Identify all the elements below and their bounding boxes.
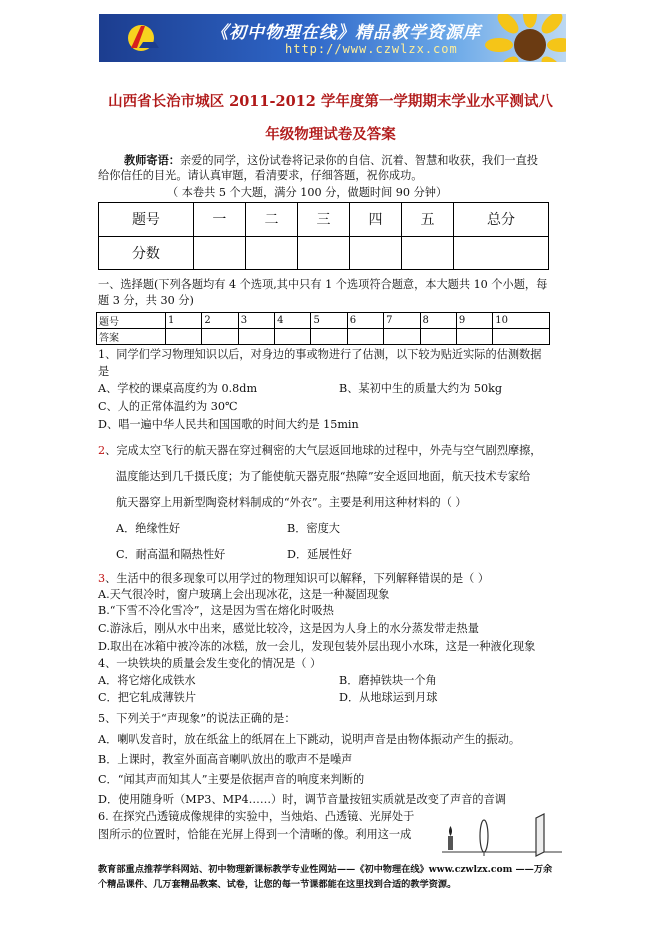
answer-cell[interactable] <box>275 329 311 345</box>
score-header-cell: 一 <box>193 203 245 237</box>
answer-table <box>96 312 550 345</box>
q3-stem-text: 、生活中的很多现象可以用学过的物理知识可以解释，下列解释错误的是（ ） <box>105 572 490 585</box>
exam-info: （ 本卷共 5 个大题，满分 100 分，做题时间 90 分钟） <box>167 186 448 199</box>
answer-number-cell: 8 <box>420 313 456 329</box>
convex-lens-icon <box>480 820 488 852</box>
score-header-cell: 三 <box>297 203 349 237</box>
q3-option-c: C.游泳后，刚从水中出来，感觉比较冷，这是因为人身上的水分蒸发带走热量 <box>98 622 479 635</box>
answer-row-label: 题号 <box>97 313 166 329</box>
q2-option-b: B．密度大 <box>287 522 340 535</box>
answer-number-cell: 4 <box>275 313 311 329</box>
q1-option-b: B、某初中生的质量大约为 50kg <box>339 382 503 395</box>
q2-stem-line3: 航天器穿上用新型陶瓷材料制成的“外衣”。主要是利用这种材料的（ ） <box>116 496 467 509</box>
flame-icon <box>449 826 452 836</box>
answer-cell[interactable] <box>493 329 550 345</box>
sunflower-icon <box>485 14 566 62</box>
score-table-score-row <box>99 236 549 270</box>
answer-cell[interactable] <box>238 329 274 345</box>
score-header-cell: 二 <box>245 203 297 237</box>
score-cell[interactable] <box>245 236 297 270</box>
q6-stem-line2: 图所示的位置时，恰能在光屏上得到一个清晰的像。利用这一成 <box>98 828 412 841</box>
answer-number-cell: 6 <box>347 313 383 329</box>
score-header-cell: 题号 <box>99 203 194 237</box>
q3-stem <box>98 572 489 586</box>
answer-number-cell: 7 <box>384 313 420 329</box>
q5-stem: 5、下列关于“声现象”的说法正确的是： <box>98 712 296 725</box>
banner-title: 《初中物理在线》精品教学资源库 <box>211 23 481 43</box>
answer-number-cell: 2 <box>202 313 238 329</box>
banner-url[interactable]: http://www.czwlzx.com <box>285 42 458 56</box>
lens-experiment-diagram <box>438 812 566 860</box>
q1-option-d: D、唱一遍中华人民共和国国歌的时间大约是 15min <box>98 418 359 431</box>
q4-option-a: A．将它熔化成铁水 <box>98 674 196 687</box>
q3-option-b: B.“下雪不冷化雪冷”，这是因为雪在熔化时吸热 <box>98 604 334 617</box>
q4-option-b: B．磨掉铁块一个角 <box>339 674 437 687</box>
q5-option-d: D．使用随身听（MP3、MP4……）时，调节音量按钮实质就是改变了声音的音调 <box>98 793 506 806</box>
header-banner <box>99 14 566 62</box>
answer-number-cell: 1 <box>166 313 202 329</box>
candle-icon <box>448 836 453 850</box>
q2-stem-line1 <box>98 444 541 458</box>
q1-stem-line2: 是 <box>98 365 110 378</box>
q6-stem-line1: 6. 在探究凸透镜成像规律的实验中，当烛焰、凸透镜、光屏处于 <box>98 810 415 823</box>
answer-cell[interactable] <box>347 329 383 345</box>
q5-option-c: C．“闻其声而知其人”主要是依据声音的响度来判断的 <box>98 773 365 786</box>
answer-number-cell: 10 <box>493 313 550 329</box>
score-cell[interactable] <box>402 236 454 270</box>
footer-line2: 个精品课件、几万套精品教案、试卷，让您的每一节课都能在这里找到合适的教学资源。 <box>98 879 457 890</box>
q3-number: 3 <box>98 572 106 585</box>
page-footer <box>98 862 568 892</box>
q2-option-a: A．绝缘性好 <box>116 522 181 535</box>
teacher-message-line1: 亲爱的同学，这份试卷将记录你的自信、沉着、智慧和收获，我们一直投 <box>179 154 538 167</box>
answer-table-number-row <box>97 313 550 329</box>
section1-instructions-line1: 一、选择题(下列各题均有 4 个选项,其中只有 1 个选项符合题意，本大题共 10 个小题，每 <box>98 278 548 291</box>
q2-option-d: D．延展性好 <box>287 548 352 561</box>
q3-option-d: D.取出在冰箱中被冷冻的冰糕，放一会儿，发现包装外层出现小水珠，这是一种液化现象 <box>98 640 536 653</box>
q2-option-c: C．耐高温和隔热性好 <box>116 548 226 561</box>
score-row-label: 分数 <box>99 236 194 270</box>
answer-number-cell: 3 <box>238 313 274 329</box>
exam-title-line2: 年级物理试卷及答案 <box>265 126 396 143</box>
q5-option-b: B．上课时，教室外面高音喇叭放出的歌声不是噪声 <box>98 753 353 766</box>
answer-table-answer-row <box>97 329 550 345</box>
q1-option-a: A、学校的课桌高度约为 0.8dm <box>98 382 258 395</box>
teacher-message-line2: 给你信任的目光。请认真审题，看清要求，仔细答题，祝你成功。 <box>98 169 423 182</box>
answer-cell[interactable] <box>202 329 238 345</box>
q4-option-c: C．把它轧成薄铁片 <box>98 691 197 704</box>
q2-number: 2 <box>98 444 106 457</box>
teacher-message <box>124 153 538 168</box>
answer-number-cell: 5 <box>311 313 347 329</box>
q4-stem: 4、一块铁块的质量会发生变化的情况是（ ） <box>98 657 322 670</box>
score-cell[interactable] <box>349 236 401 270</box>
q2-stem-text: 、完成太空飞行的航天器在穿过稠密的大气层返回地球的过程中，外壳与空气剧烈摩擦， <box>105 444 542 457</box>
score-header-cell: 四 <box>349 203 401 237</box>
score-header-cell: 五 <box>402 203 454 237</box>
answer-cell[interactable] <box>456 329 492 345</box>
section1-instructions-line2: 题 3 分，共 30 分) <box>98 294 194 307</box>
score-table-header-row <box>99 203 549 237</box>
score-table <box>98 202 549 270</box>
footer-line1: 教育部重点推荐学科网站、初中物理新课标教学专业性网站——《初中物理在线》www.czwlzx.com ——万余 <box>98 864 553 875</box>
answer-number-cell: 9 <box>456 313 492 329</box>
score-cell[interactable] <box>297 236 349 270</box>
site-logo-icon <box>125 22 165 54</box>
q2-stem-line2: 温度能达到几千摄氏度；为了能使航天器克服“热障”安全返回地面，航天技术专家给 <box>116 470 531 483</box>
answer-cell[interactable] <box>166 329 202 345</box>
q1-option-c: C、人的正常体温约为 30℃ <box>98 400 238 413</box>
answer-cell[interactable] <box>384 329 420 345</box>
q3-option-a: A.天气很冷时，窗户玻璃上会出现冰花，这是一种凝固现象 <box>98 588 390 601</box>
answer-cell[interactable] <box>420 329 456 345</box>
q1-stem-line1: 1、同学们学习物理知识以后，对身边的事或物进行了估测，以下较为贴近实际的估测数据 <box>98 348 542 361</box>
score-cell[interactable] <box>193 236 245 270</box>
score-header-cell: 总分 <box>454 203 549 237</box>
score-cell[interactable] <box>454 236 549 270</box>
exam-title-line1: 山西省长治市城区 2011-2012 学年度第一学期期末学业水平测试八 <box>108 93 553 110</box>
q5-option-a: A．喇叭发音时，放在纸盆上的纸屑在上下跳动，说明声音是由物体振动产生的振动。 <box>98 733 521 746</box>
teacher-message-label: 教师寄语： <box>124 153 180 167</box>
answer-cell[interactable] <box>311 329 347 345</box>
screen-icon <box>536 814 544 856</box>
answer-row-label: 答案 <box>97 329 166 345</box>
q4-option-d: D．从地球运到月球 <box>339 691 438 704</box>
